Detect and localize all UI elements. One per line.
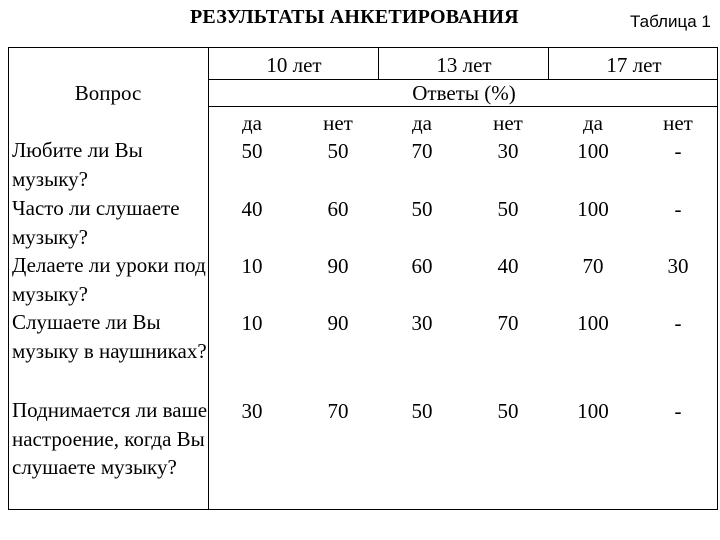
question-text: Слушаете ли Вы музыку в наушниках? [12,310,207,363]
value-cell: 100 [577,311,609,335]
value-cell: 70 [411,139,433,163]
answers-header-divider [208,106,718,107]
value-cell: 10 [241,254,263,278]
value-cell: 40 [241,197,263,221]
value-cell: 30 [497,139,519,163]
value-cell: 50 [411,399,433,423]
yes-header: да [241,111,262,135]
no-header: нет [493,111,523,135]
age-header-17: 17 лет [606,53,662,77]
value-cell: - [674,311,682,335]
age-header-13: 13 лет [436,53,492,77]
value-cell: 50 [497,399,519,423]
value-cell: 50 [241,139,263,163]
answers-header: Ответы (%) [412,81,516,105]
age-header-10: 10 лет [266,53,322,77]
value-cell: - [674,197,682,221]
value-cell: 70 [327,399,349,423]
value-cell: 30 [411,311,433,335]
age-header-divider [208,79,718,80]
question-text: Делаете ли уроки под музыку? [12,253,206,306]
value-cell: 60 [327,197,349,221]
table-number: Таблица 1 [630,12,711,31]
question-text: Поднимается ли ваше настроение, когда Вы слушаете музыку? [12,398,208,479]
value-cell: - [674,399,682,423]
value-cell: 30 [667,254,689,278]
value-cell: - [674,139,682,163]
value-cell: 100 [577,197,609,221]
question-text: Часто ли слушаете музыку? [12,196,180,249]
age-separator [378,47,379,79]
yes-header: да [582,111,603,135]
question-text: Любите ли Вы музыку? [12,138,143,191]
value-cell: 100 [577,399,609,423]
no-header: нет [323,111,353,135]
value-cell: 10 [241,311,263,335]
value-cell: 70 [582,254,604,278]
value-cell: 50 [327,139,349,163]
age-separator [548,47,549,79]
yes-header: да [411,111,432,135]
value-cell: 50 [411,197,433,221]
value-cell: 100 [577,139,609,163]
value-cell: 50 [497,197,519,221]
value-cell: 90 [327,254,349,278]
value-cell: 90 [327,311,349,335]
value-cell: 40 [497,254,519,278]
no-header: нет [663,111,693,135]
value-cell: 30 [241,399,263,423]
value-cell: 70 [497,311,519,335]
value-cell: 60 [411,254,433,278]
question-header: Вопрос [74,81,142,105]
page-title: РЕЗУЛЬТАТЫ АНКЕТИРОВАНИЯ [190,6,519,28]
